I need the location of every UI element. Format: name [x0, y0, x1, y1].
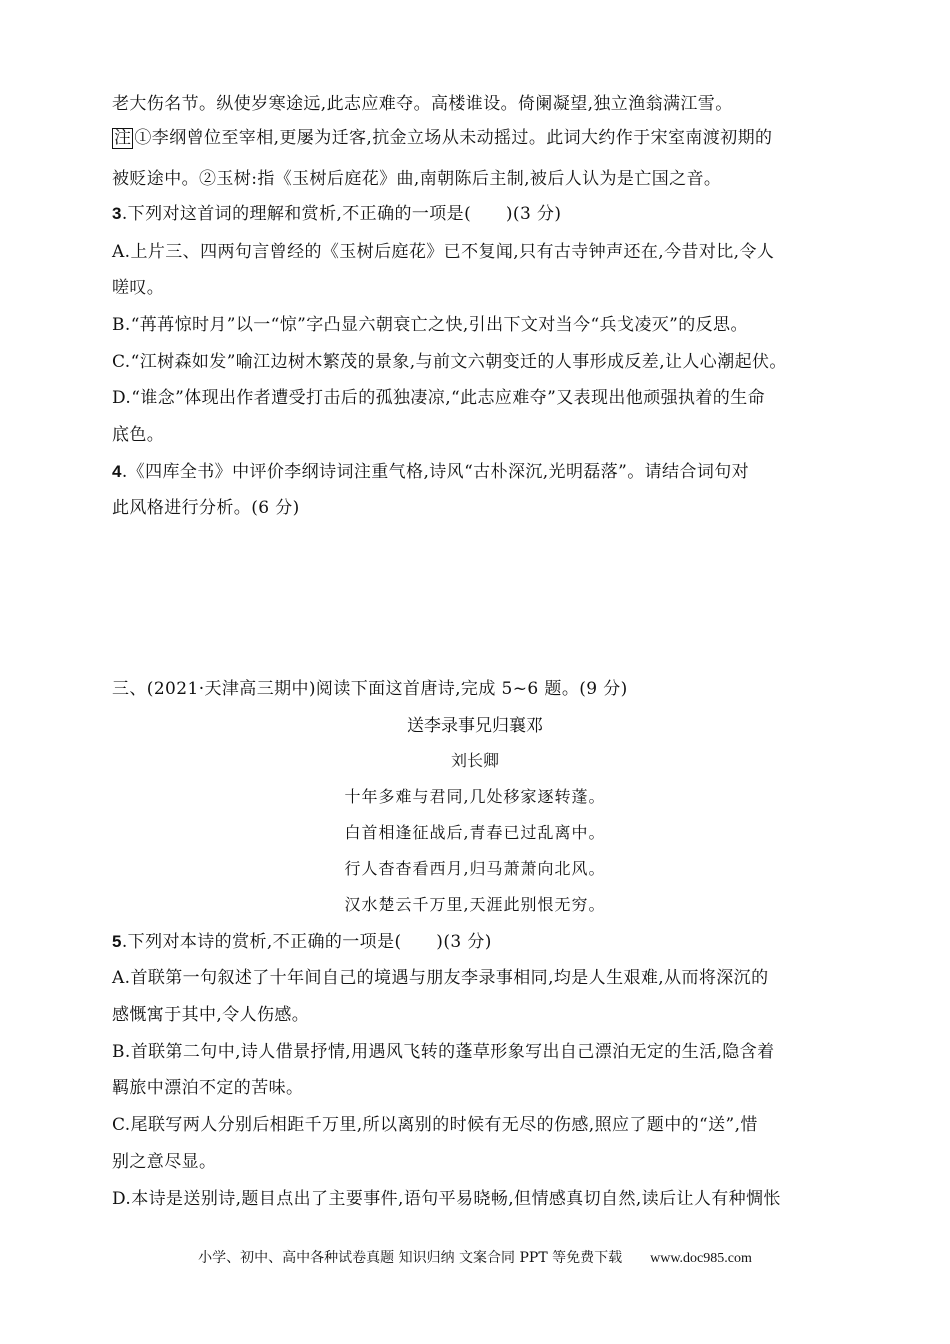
q3-option-d-line-2: 底色。	[112, 425, 165, 445]
poem-line-3: 行人杳杳看西月,归马萧萧向北风。	[344, 859, 606, 878]
q5-option-c-line-2: 别之意尽显。	[112, 1152, 217, 1172]
q3-option-b: B.“苒苒惊时月”以一“惊”字凸显六朝衰亡之快,引出下文对当今“兵戈凌灭”的反思。	[112, 315, 748, 335]
q5-option-a-line-1: A.首联第一句叙述了十年间自己的境遇与朋友李录事相同,均是人生艰难,从而将深沉的	[112, 968, 769, 988]
question-5-number: 5	[112, 932, 122, 951]
notes-line-2: 被贬途中。②玉树:指《玉树后庭花》曲,南朝陈后主制,被后人认为是亡国之音。	[112, 169, 722, 189]
footer-url[interactable]: www.doc985.com	[650, 1251, 752, 1266]
note-text-1: ①李纲曾位至宰相,更屡为迁客,抗金立场从未动摇过。此词大约作于宋室南渡初期的	[134, 128, 773, 148]
question-3-text: .下列对这首词的理解和赏析,不正确的一项是( )(3 分)	[121, 204, 562, 224]
notes-line-1	[112, 127, 772, 149]
q5-option-a-line-2: 感慨寓于其中,令人伤感。	[112, 1005, 310, 1025]
question-4-line-2: 此风格进行分析。(6 分)	[112, 498, 300, 518]
section-3-heading: 三、(2021·天津高三期中)阅读下面这首唐诗,完成 5~6 题。(9 分)	[112, 679, 628, 699]
note-mark: 注	[114, 128, 132, 148]
question-3-stem	[112, 203, 561, 225]
question-4-number: 4	[112, 462, 122, 481]
question-3-number: 3	[112, 204, 122, 223]
q5-option-c-line-1: C.尾联写两人分别后相距千万里,所以离别的时候有无尽的伤感,照应了题中的“送”,惜	[112, 1115, 758, 1135]
question-5-stem	[112, 931, 492, 953]
q3-option-a-line-1: A.上片三、四两句言曾经的《玉树后庭花》已不复闻,只有古寺钟声还在,今昔对比,令人	[112, 242, 775, 262]
q3-option-d-line-1: D.“谁念”体现出作者遭受打击后的孤独凄凉,“此志应难夺”又表现出他顽强执着的生命	[112, 388, 765, 408]
q3-option-a-line-2: 嗟叹。	[112, 278, 165, 298]
question-5-text: .下列对本诗的赏析,不正确的一项是( )(3 分)	[121, 932, 492, 952]
poem-line-4: 汉水楚云千万里,天涯此别恨无穷。	[344, 895, 606, 914]
q5-option-d-line-1: D.本诗是送别诗,题目点出了主要事件,语句平易晓畅,但情感真切自然,读后让人有种惆怅	[112, 1189, 781, 1209]
question-4-line-1	[112, 461, 749, 483]
poem-author: 刘长卿	[450, 751, 499, 770]
poem-line-1: 十年多难与君同,几处移家逐转蓬。	[344, 787, 606, 806]
question-4-text-1: .《四库全书》中评价李纲诗词注重气格,诗风“古朴深沉,光明磊落”。请结合词句对	[121, 462, 750, 482]
poem-line-2: 白首相逢征战后,青春已过乱离中。	[344, 823, 606, 842]
q3-option-c: C.“江树森如发”喻江边树木繁茂的景象,与前文六朝变迁的人事形成反差,让人心潮起伏。	[112, 352, 787, 372]
page-footer	[0, 1248, 950, 1269]
poem-last-line: 老大伤名节。纵使岁寒途远,此志应难夺。高楼谁设。倚阑凝望,独立渔翁满江雪。	[112, 94, 733, 114]
q5-option-b-line-1: B.首联第二句中,诗人借景抒情,用遇风飞转的蓬草形象写出自己漂泊无定的生活,隐含着	[112, 1042, 775, 1062]
poem-title: 送李录事兄归襄邓	[407, 716, 543, 736]
q5-option-b-line-2: 羁旅中漂泊不定的苦味。	[112, 1078, 304, 1098]
footer-text: 小学、初中、高中各种试卷真题 知识归纳 文案合同 PPT 等免费下载	[198, 1250, 623, 1266]
